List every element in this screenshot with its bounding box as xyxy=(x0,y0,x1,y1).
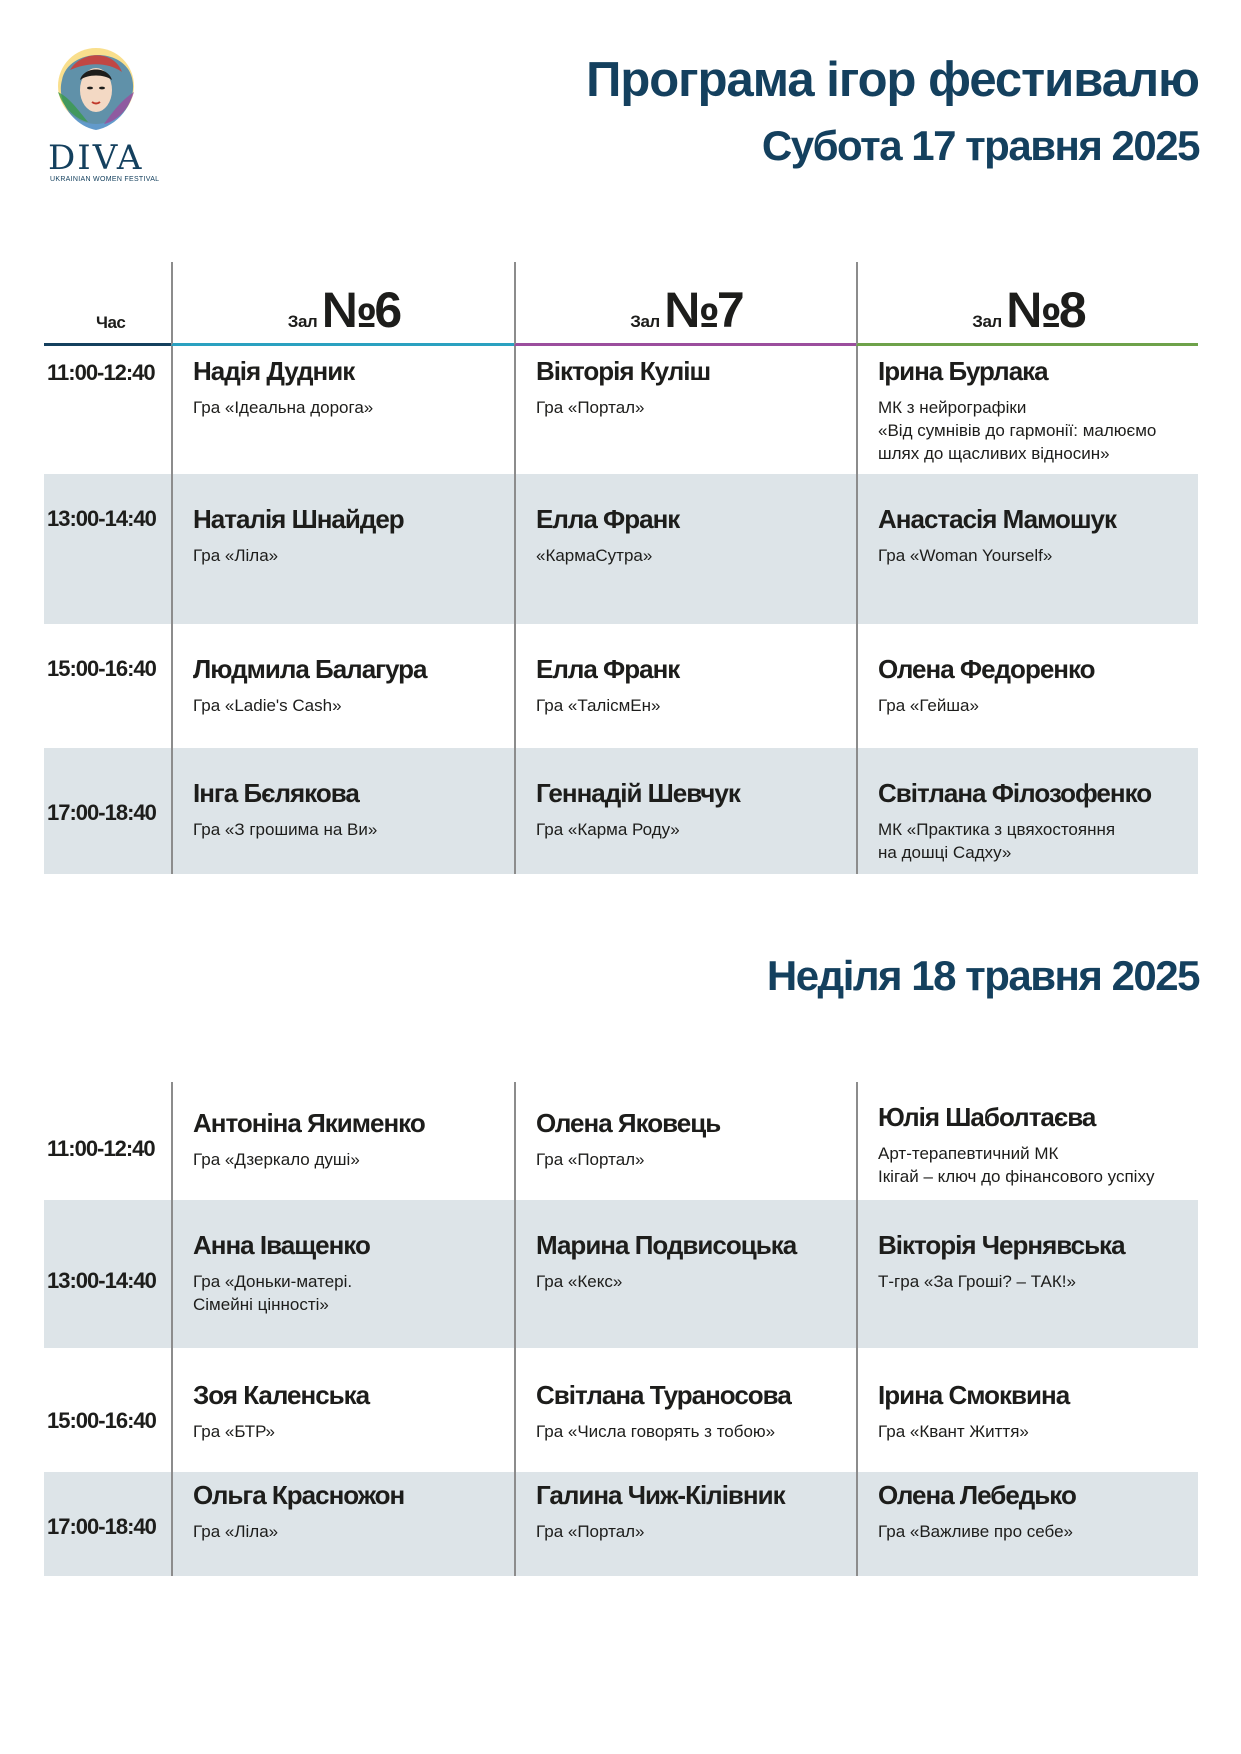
hall-word: Зал xyxy=(972,312,1002,331)
session-title: Гра «ТалісмЕн» xyxy=(536,696,661,715)
host-name: Антоніна Якименко xyxy=(193,1108,425,1138)
session-cell xyxy=(856,1348,1198,1472)
host-name: Анастасія Мамошук xyxy=(878,504,1117,534)
session-title: Гра «З грошима на Ви» xyxy=(193,820,378,839)
time-label: 17:00-18:40 xyxy=(47,800,156,825)
time-label: 13:00-14:40 xyxy=(47,1268,156,1293)
session-title: Гра «Числа говорять з тобою» xyxy=(536,1422,776,1441)
logo-subtitle: UKRAINIAN WOMEN FESTIVAL xyxy=(50,176,160,183)
time-slot xyxy=(44,624,171,748)
hall-word: Зал xyxy=(630,312,660,331)
host-name: Елла Франк xyxy=(536,654,680,684)
table-header xyxy=(44,262,1198,346)
hall-number: №7 xyxy=(664,282,742,338)
session-cell xyxy=(514,1348,856,1472)
day-heading-saturday: Субота 17 травня 2025 xyxy=(761,122,1199,169)
time-label: 13:00-14:40 xyxy=(47,506,156,531)
time-slot xyxy=(44,748,171,874)
session-cell xyxy=(514,1200,856,1348)
time-label: 11:00-12:40 xyxy=(47,1136,155,1161)
header-hall-8 xyxy=(856,262,1198,346)
time-slot xyxy=(44,1082,171,1200)
session-cell xyxy=(856,1082,1198,1200)
festival-logo xyxy=(44,40,160,190)
session-title: Гра «Дзеркало душі» xyxy=(193,1150,360,1169)
woman-face-logo-icon xyxy=(48,40,144,136)
session-title: МК з нейрографіки «Від сумнівів до гармонії: малюємо шлях до щасливих відносин» xyxy=(878,398,1157,463)
session-title: «КармаСутра» xyxy=(536,546,653,565)
session-cell xyxy=(171,1348,514,1472)
session-cell xyxy=(856,346,1198,474)
session-title: Гра «Гейша» xyxy=(878,696,979,715)
session-title: Т-гра «За Гроші? – ТАК!» xyxy=(878,1272,1076,1291)
session-cell xyxy=(514,474,856,624)
session-cell xyxy=(856,748,1198,874)
session-title: МК «Практика з цвяхостояння на дошці Садху» xyxy=(878,820,1116,862)
host-name: Ольга Красножон xyxy=(193,1480,405,1510)
session-title: Гра «Важливе про себе» xyxy=(878,1522,1073,1541)
session-title: Гра «Карма Роду» xyxy=(536,820,680,839)
session-title: Гра «Портал» xyxy=(536,398,645,417)
header-hall-6 xyxy=(171,262,514,346)
host-name: Юлія Шаболтаєва xyxy=(878,1102,1096,1132)
session-title: Гра «Woman Yourself» xyxy=(878,546,1053,565)
page-title: Програма ігор фестивалю xyxy=(586,53,1199,107)
session-title: Гра «Кекс» xyxy=(536,1272,623,1291)
time-label: 17:00-18:40 xyxy=(47,1514,156,1539)
time-slot xyxy=(44,346,171,474)
host-name: Геннадій Шевчук xyxy=(536,778,740,808)
session-cell xyxy=(171,1200,514,1348)
session-title: Гра «Ліла» xyxy=(193,1522,279,1541)
host-name: Людмила Балагура xyxy=(193,654,427,684)
host-name: Олена Яковець xyxy=(536,1108,721,1138)
session-cell xyxy=(171,624,514,748)
hall-number: №6 xyxy=(321,282,400,338)
session-cell xyxy=(514,346,856,474)
session-cell xyxy=(171,346,514,474)
session-title: Гра «Портал» xyxy=(536,1150,645,1169)
session-cell xyxy=(856,1472,1198,1576)
time-slot xyxy=(44,474,171,624)
host-name: Олена Федоренко xyxy=(878,654,1095,684)
session-title: Гра «Ліла» xyxy=(193,546,279,565)
table-row xyxy=(44,748,1198,874)
hall-word: Зал xyxy=(287,312,318,331)
time-label: 15:00-16:40 xyxy=(47,656,156,681)
time-slot xyxy=(44,1200,171,1348)
table-row xyxy=(44,1348,1198,1472)
host-name: Ірина Бурлака xyxy=(878,356,1048,386)
table-row xyxy=(44,1200,1198,1348)
session-title: Гра «БТР» xyxy=(193,1422,275,1441)
header-time-label: Час xyxy=(96,313,126,332)
time-label: 11:00-12:40 xyxy=(47,360,155,385)
host-name: Вікторія Чернявська xyxy=(878,1230,1125,1260)
host-name: Елла Франк xyxy=(536,504,680,534)
session-cell xyxy=(856,1200,1198,1348)
session-cell xyxy=(171,1472,514,1576)
header-time xyxy=(44,262,171,346)
session-cell xyxy=(514,1472,856,1576)
host-name: Наталія Шнайдер xyxy=(193,504,404,534)
session-title: Гра «Портал» xyxy=(536,1522,645,1541)
host-name: Галина Чиж-Кілівник xyxy=(536,1480,785,1510)
session-cell xyxy=(856,474,1198,624)
session-title: Гра «Ladie's Cash» xyxy=(193,696,342,715)
host-name: Анна Іващенко xyxy=(193,1230,370,1260)
day-heading-sunday: Неділя 18 травня 2025 xyxy=(766,952,1199,999)
session-title: Гра «Квант Життя» xyxy=(878,1422,1029,1441)
host-name: Ірина Смоквина xyxy=(878,1380,1070,1410)
table-row xyxy=(44,1472,1198,1576)
host-name: Марина Подвисоцька xyxy=(536,1230,797,1260)
table-row xyxy=(44,346,1198,474)
session-cell xyxy=(856,624,1198,748)
host-name: Надія Дудник xyxy=(193,356,355,386)
time-slot xyxy=(44,1472,171,1576)
time-slot xyxy=(44,1348,171,1472)
table-row xyxy=(44,624,1198,748)
schedule-table-saturday xyxy=(44,262,1198,874)
table-row xyxy=(44,1082,1198,1200)
host-name: Світлана Філозофенко xyxy=(878,778,1152,808)
host-name: Олена Лебедько xyxy=(878,1480,1076,1510)
host-name: Зоя Каленська xyxy=(193,1380,370,1410)
session-title: Арт-терапевтичний МК Ікігай – ключ до фінансового успіху xyxy=(878,1144,1155,1186)
session-title: Гра «Доньки-матері. Сімейні цінності» xyxy=(193,1272,353,1314)
session-cell xyxy=(171,474,514,624)
session-cell xyxy=(514,748,856,874)
session-title: Гра «Ідеальна дорога» xyxy=(193,398,374,417)
header-hall-7 xyxy=(514,262,856,346)
hall-number: №8 xyxy=(1006,282,1084,338)
host-name: Світлана Тураносова xyxy=(536,1380,791,1410)
time-label: 15:00-16:40 xyxy=(47,1408,156,1433)
session-cell xyxy=(514,1082,856,1200)
session-cell xyxy=(171,748,514,874)
session-cell xyxy=(171,1082,514,1200)
session-cell xyxy=(514,624,856,748)
table-row xyxy=(44,474,1198,624)
schedule-table-sunday xyxy=(44,1082,1198,1576)
host-name: Інга Бєлякова xyxy=(193,778,359,808)
host-name: Вікторія Куліш xyxy=(536,356,711,386)
logo-wordmark: DIVA xyxy=(48,138,144,178)
